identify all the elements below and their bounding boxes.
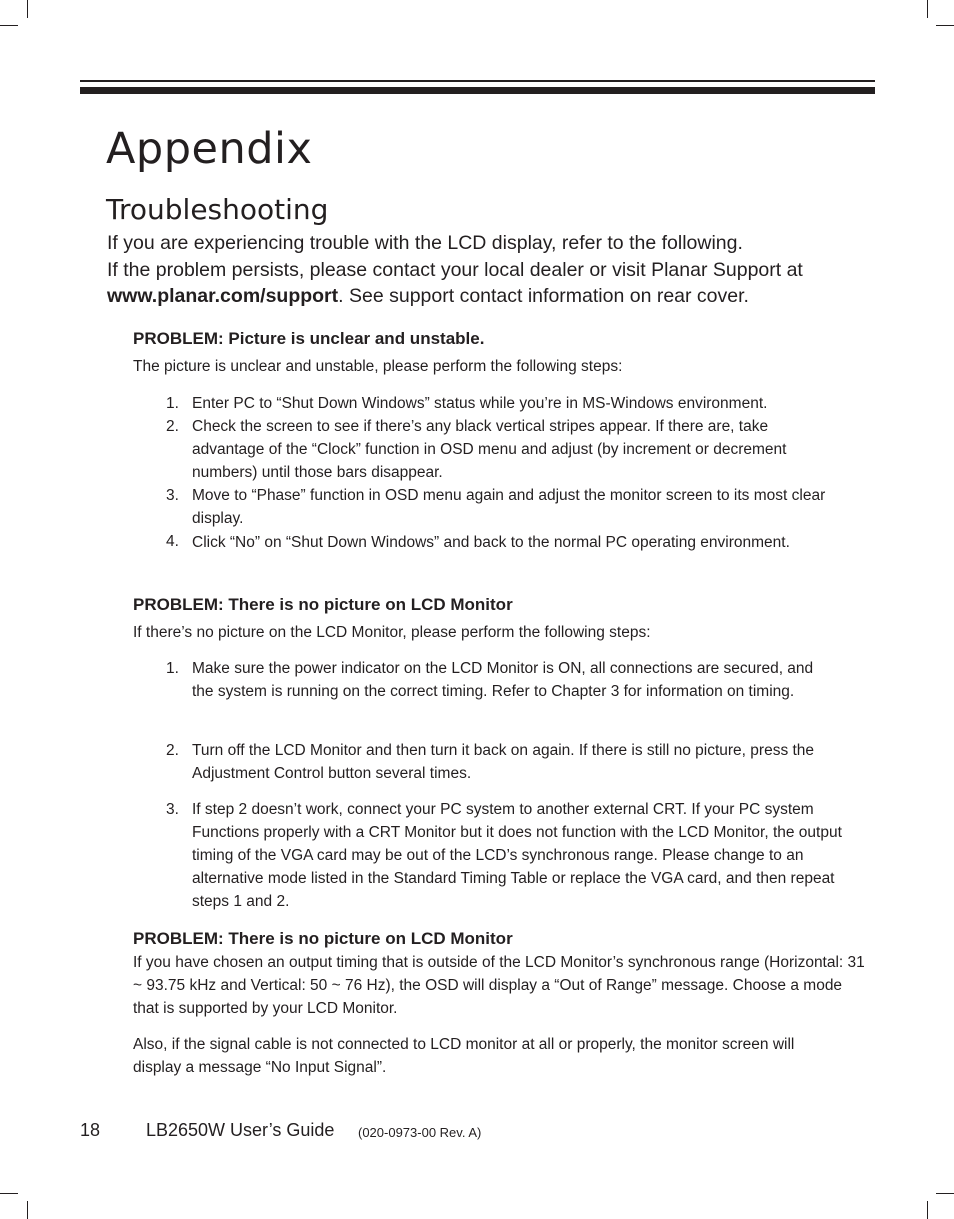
problem-title: Picture is unclear and unstable.	[228, 329, 485, 348]
problem-description-text: If there’s no picture on the LCD Monitor, please perform the following steps:	[133, 624, 651, 641]
crop-mark	[927, 1201, 928, 1219]
crop-mark	[0, 25, 18, 26]
problem-description-text: If you have chosen an output timing that is outside of the LCD Monitor’s synchronous range (Horizontal: 31 ~ 93.75 kHz and Vertical: 50 ~ 76 Hz), the OSD will display a “Out of Range” message. Choose a mode that is supported by your LCD Monitor.	[133, 954, 865, 1017]
crop-mark	[936, 25, 954, 26]
header-rule-thick	[80, 87, 875, 94]
problem-section-1	[133, 328, 873, 350]
intro-line-rest: . See support contact information on rear cover.	[338, 285, 749, 307]
problem-section-2	[133, 594, 873, 616]
problem-section-3	[133, 928, 873, 950]
list-number: 1.	[166, 395, 179, 412]
list-text: If step 2 doesn’t work, connect your PC system to another external CRT. If your PC system Functions properly with a CRT Monitor but it does not function with the LCD Monitor, the output timing of the VGA card may be out of the LCD’s synchronous range. Please change to an alternative mode listed in the Standard Timing Table or replace the VGA card, and then repeat steps 1 and 2.	[192, 801, 842, 910]
support-link[interactable]: www.planar.com/support	[107, 285, 339, 307]
intro-line	[107, 283, 887, 310]
problem-heading	[133, 328, 873, 350]
list-text: Move to “Phase” function in OSD menu again and adjust the monitor screen to its most clear display.	[192, 487, 826, 527]
problem-label: PROBLEM:	[133, 929, 224, 948]
problem-label: PROBLEM:	[133, 595, 224, 614]
section-title: Troubleshooting	[106, 193, 329, 226]
list-text: Click “No” on “Shut Down Windows” and back to the normal PC operating environment.	[192, 534, 790, 551]
problem-description	[133, 951, 868, 1020]
problem-title: There is no picture on LCD Monitor	[228, 929, 513, 948]
revision-label: (020-0973-00 Rev. A)	[358, 1125, 482, 1140]
problem-heading	[133, 928, 873, 950]
list-number: 3.	[166, 801, 179, 818]
page-title: Appendix	[106, 124, 313, 174]
problem-title: There is no picture on LCD Monitor	[228, 595, 513, 614]
header-rule-thin	[80, 80, 875, 82]
crop-mark	[927, 0, 928, 18]
crop-mark	[27, 0, 28, 18]
crop-mark	[27, 1201, 28, 1219]
problem-label: PROBLEM:	[133, 329, 224, 348]
intro-paragraph	[107, 230, 887, 310]
problem-description	[133, 621, 873, 644]
list-number: 4.	[166, 533, 179, 550]
problem-description-text: Also, if the signal cable is not connected to LCD monitor at all or properly, the monitor screen will display a message “No Input Signal”.	[133, 1036, 795, 1076]
list-number: 2.	[166, 742, 179, 759]
list-text: Enter PC to “Shut Down Windows” status while you’re in MS-Windows environment.	[192, 395, 768, 412]
page-number: 18	[80, 1120, 101, 1140]
list-number: 1.	[166, 660, 179, 677]
list-number: 3.	[166, 487, 179, 504]
list-text: Turn off the LCD Monitor and then turn it back on again. If there is still no picture, press the Adjustment Control button several times.	[192, 742, 815, 782]
list-text: Make sure the power indicator on the LCD Monitor is ON, all connections are secured, and the system is running on the correct timing. Refer to Chapter 3 for information on timing.	[192, 660, 814, 700]
problem-description	[133, 355, 873, 378]
problem-description-secondary	[133, 1033, 833, 1079]
problem-heading	[133, 594, 873, 616]
crop-mark	[0, 1193, 18, 1194]
list-number: 2.	[166, 418, 179, 435]
intro-line: If the problem persists, please contact your local dealer or visit Planar Support at	[107, 258, 803, 281]
guide-title: LB2650W User’s Guide	[146, 1120, 335, 1140]
crop-mark	[936, 1193, 954, 1194]
list-text: Check the screen to see if there’s any black vertical stripes appear. If there are, take advantage of the “Clock” function in OSD menu and adjust (by increment or decrement numbers) until those bars disappear.	[192, 418, 787, 481]
problem-description-text: The picture is unclear and unstable, please perform the following steps:	[133, 358, 623, 375]
intro-line: If you are experiencing trouble with the LCD display, refer to the following.	[107, 232, 743, 254]
